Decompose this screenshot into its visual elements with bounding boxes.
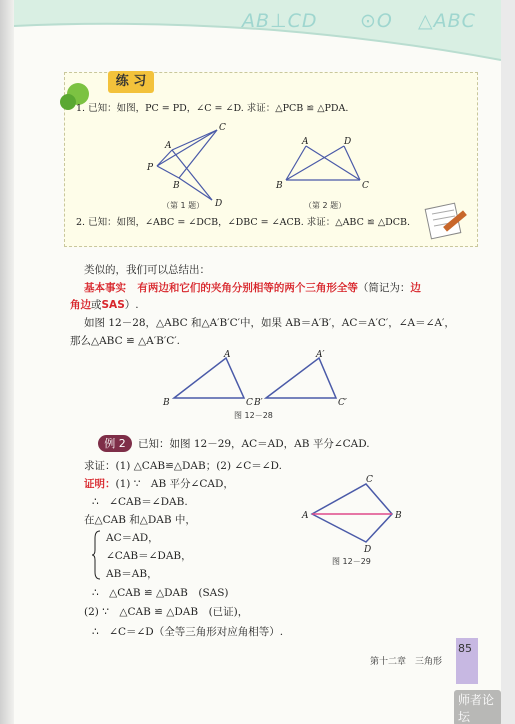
caption-q1: （第 1 题） [162,201,205,210]
example-badge: 例 2 [98,435,132,452]
basic-fact-abbr: 边 [410,282,421,294]
proof-line8: (2) ∵ △CAB ≌ △DAB (已证)， [84,606,249,618]
notebook-pencil-icon [422,198,472,242]
caption-12-29: 图 12－29 [332,557,371,566]
proof-line6: AB＝AB， [106,568,158,580]
fig2-label-A: A [302,137,309,147]
textbook-page [14,0,501,724]
fig29-label-D: D [364,545,372,555]
fig29-label-A: A [302,511,309,521]
basic-fact-abbr-cont: 角边 [70,299,91,311]
basic-fact-or: 或 [91,299,102,311]
fig1-label-C: C [219,123,226,133]
header-deco-perp: AB⊥CD [242,10,318,32]
basic-fact-abbr-pre: （简记为： [357,282,411,294]
basic-fact-label: 基本事实 [84,282,126,294]
practice-title: 练 习 [108,71,154,93]
fig29-label-C: C [366,475,373,485]
book-spine [0,0,14,724]
fig2-label-C: C [362,181,369,191]
fig1-label-D: D [215,199,223,209]
figure-q1 [139,118,249,210]
page-number: 85 [458,642,472,655]
figure-12-28 [154,348,364,410]
basic-fact-end: ）. [124,299,139,311]
proof-line9: ∴ ∠C＝∠D（全等三角形对应角相等）. [92,626,284,638]
fig28-label-B: B [163,398,170,408]
header-deco-circle: ⊙O [360,10,393,32]
example-given: 已知：如图 12－29，AC＝AD，AB 平分∠CAD. [138,438,370,450]
proof-line3: 在△CAB 和△DAB 中， [84,514,196,526]
proof-label: 证明： [84,478,116,490]
fig1-label-B: B [173,181,180,191]
practice-q2: 2. 已知：如图，∠ABC = ∠DCB，∠DBC = ∠ACB. 求证：△ABC ≌ △DCB. [76,217,411,228]
brace-icon [92,530,102,580]
proof-line5: ∠CAB＝∠DAB， [106,550,192,562]
basic-fact-sas: SAS [101,299,125,311]
summary-p1: 如图 12－28，△ABC 和△A′B′C′中，如果 AB＝A′B′，AC＝A′C′，∠A＝∠A′， [84,317,455,329]
caption-12-28: 图 12－28 [234,411,273,420]
fig2-label-B: B [276,181,283,191]
watermark: 师者论坛 [454,690,501,724]
fig28-label-A-prime: A′ [316,350,325,360]
fig28-label-A: A [224,350,231,360]
proof-line4: AC＝AD， [106,532,159,544]
proof-line7: ∴ △CAB ≌ △DAB (SAS) [92,587,229,599]
header-deco-triangle: △ABC [418,10,476,32]
caption-q2: （第 2 题） [304,201,347,210]
basic-fact-text: 有两边和它们的夹角分别相等的两个三角形全等 [137,282,358,294]
proof-line1 [84,476,234,492]
fig1-label-P: P [147,163,154,173]
proof-line2: ∴ ∠CAB＝∠DAB. [92,496,188,508]
fig28-label-B-prime: B′ [254,398,263,408]
basic-fact-line1 [84,280,421,296]
fig28-label-C-prime: C′ [338,398,347,408]
chapter-footer: 第十二章 三角形 [370,657,443,667]
fig29-label-B: B [395,511,402,521]
summary-intro: 类似的，我们可以总结出： [84,264,210,276]
fig2-label-D: D [344,137,352,147]
fig1-label-A: A [165,141,172,151]
practice-q1: 1. 已知：如图，PC = PD，∠C = ∠D. 求证：△PCB ≌ △PDA. [76,103,349,114]
basic-fact-line2 [70,297,139,313]
summary-p2: 那么△ABC ≌ △A′B′C′. [70,335,180,347]
figure-q2 [272,132,382,194]
fig28-label-C: C [246,398,253,408]
figure-12-29 [298,474,410,556]
example-prove: 求证：(1) △CAB≌△DAB；(2) ∠C＝∠D. [84,460,282,472]
proof-step1: (1) ∵ AB 平分∠CAD， [115,478,234,490]
